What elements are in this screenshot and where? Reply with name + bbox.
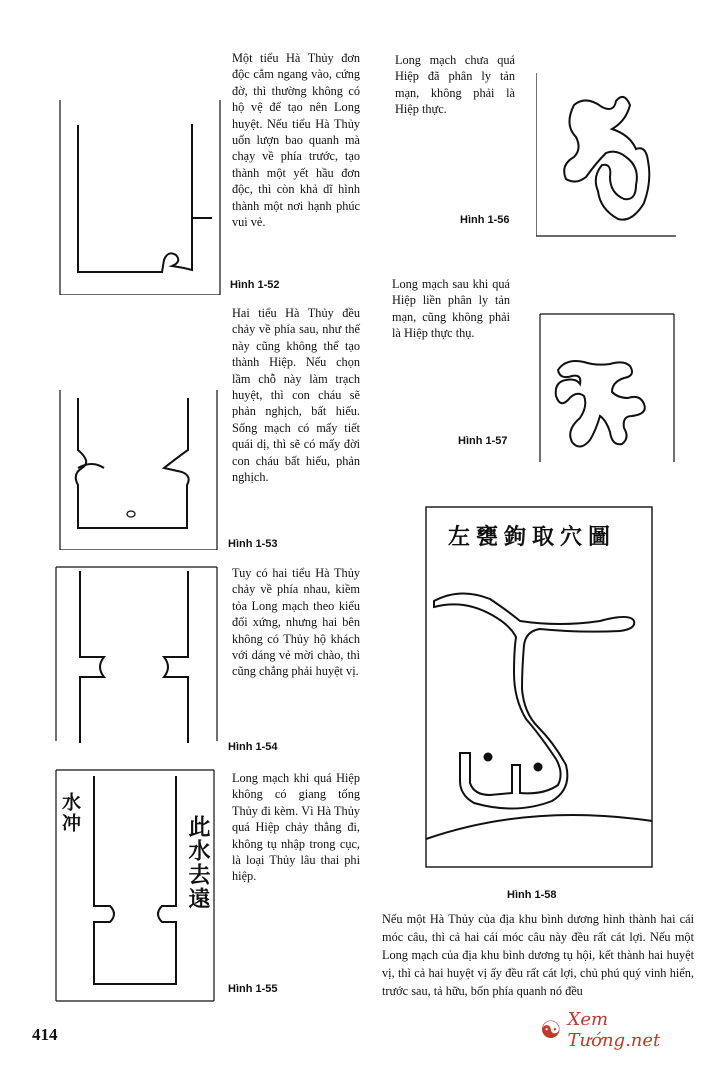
- caption-1-54: Hình 1-54: [228, 741, 278, 753]
- figure-1-57: [536, 312, 676, 464]
- paragraph-1-56: Long mạch chưa quá Hiệp đã phân ly tản mạn, không phải là Hiệp thực.: [395, 53, 515, 117]
- figure-1-55-label-right: 此水去遠: [185, 815, 211, 911]
- paragraph-1-55: Long mạch khi quá Hiệp không có giang tống Thủy đi kèm. Vì Hà Thủy quá Hiệp chảy thẳng đi, không tụ nhập trong cục, là loại Thủy lâu thai phi hiệp.: [232, 771, 360, 884]
- watermark-logo: [540, 1010, 705, 1050]
- paragraph-1-53: Hai tiểu Hà Thủy đều chảy về phía sau, như thế này cũng không thể tạo thành Hiệp. Nếu chọn lầm chỗ này làm trạch huyệt, thì con cháu sẽ phản nghịch, bất hiếu. Sống mạch có mấy tiết quái dị, thì sẽ có mấy đời con cháu bất hiếu, phản nghịch.: [232, 306, 360, 485]
- figure-1-55-label-left: 水冲: [59, 792, 81, 834]
- caption-1-52: Hình 1-52: [230, 279, 280, 291]
- figure-1-52: [52, 100, 222, 295]
- yin-yang-icon: ☯: [540, 1017, 562, 1044]
- figure-1-54: [52, 563, 222, 743]
- figure-1-53: [52, 390, 222, 550]
- figure-1-58-title: 左甕鉤取穴圖: [448, 524, 617, 550]
- bottom-paragraph: Nếu một Hà Thủy của địa khu bình dương hình thành hai cái móc câu, thì cả hai cái móc câu này đều rất cát lợi. Nếu một Long mạch của địa khu bình dương tụ hội, kết thành hai huyệt vị, thì cả hai huyệt vị ấy đều rất cát lợi, chủ phú quý vinh hiển, trước sau, tả hữu, bốn phía quanh nó đều: [382, 912, 694, 998]
- paragraph-1-54: Tuy có hai tiểu Hà Thủy chảy về phía nhau, kiềm tỏa Long mạch theo kiểu đối xứng, nhưng hai bên không có Thủy hộ khách với dáng vẻ mời chào, thì cũng chẳng phải huyệt vị.: [232, 566, 360, 679]
- page-number: 414: [32, 1025, 58, 1044]
- caption-1-55: Hình 1-55: [228, 983, 278, 995]
- caption-1-56: Hình 1-56: [460, 214, 510, 226]
- paragraph-1-52: Một tiểu Hà Thủy đơn độc cắm ngang vào, cứng đờ, thì thường không có hộ vệ để tạo nên Long huyệt. Nếu tiểu Hà Thủy uốn lượn bao quanh mà chạy về phía trước, tạo thành một yết hầu đơn độc, thì còn khả dĩ hình thành một nơi hạnh phúc vui vẻ.: [232, 51, 360, 230]
- watermark-text: Xem Tướng.net: [567, 1009, 661, 1051]
- caption-1-53: Hình 1-53: [228, 538, 278, 550]
- figure-1-58: [420, 503, 660, 873]
- figure-1-56: [536, 73, 676, 238]
- caption-1-57: Hình 1-57: [458, 435, 508, 447]
- paragraph-1-57: Long mạch sau khi quá Hiệp liền phân ly tản mạn, cũng không phải là Hiệp thực thụ.: [392, 277, 510, 341]
- caption-1-58: Hình 1-58: [507, 889, 557, 901]
